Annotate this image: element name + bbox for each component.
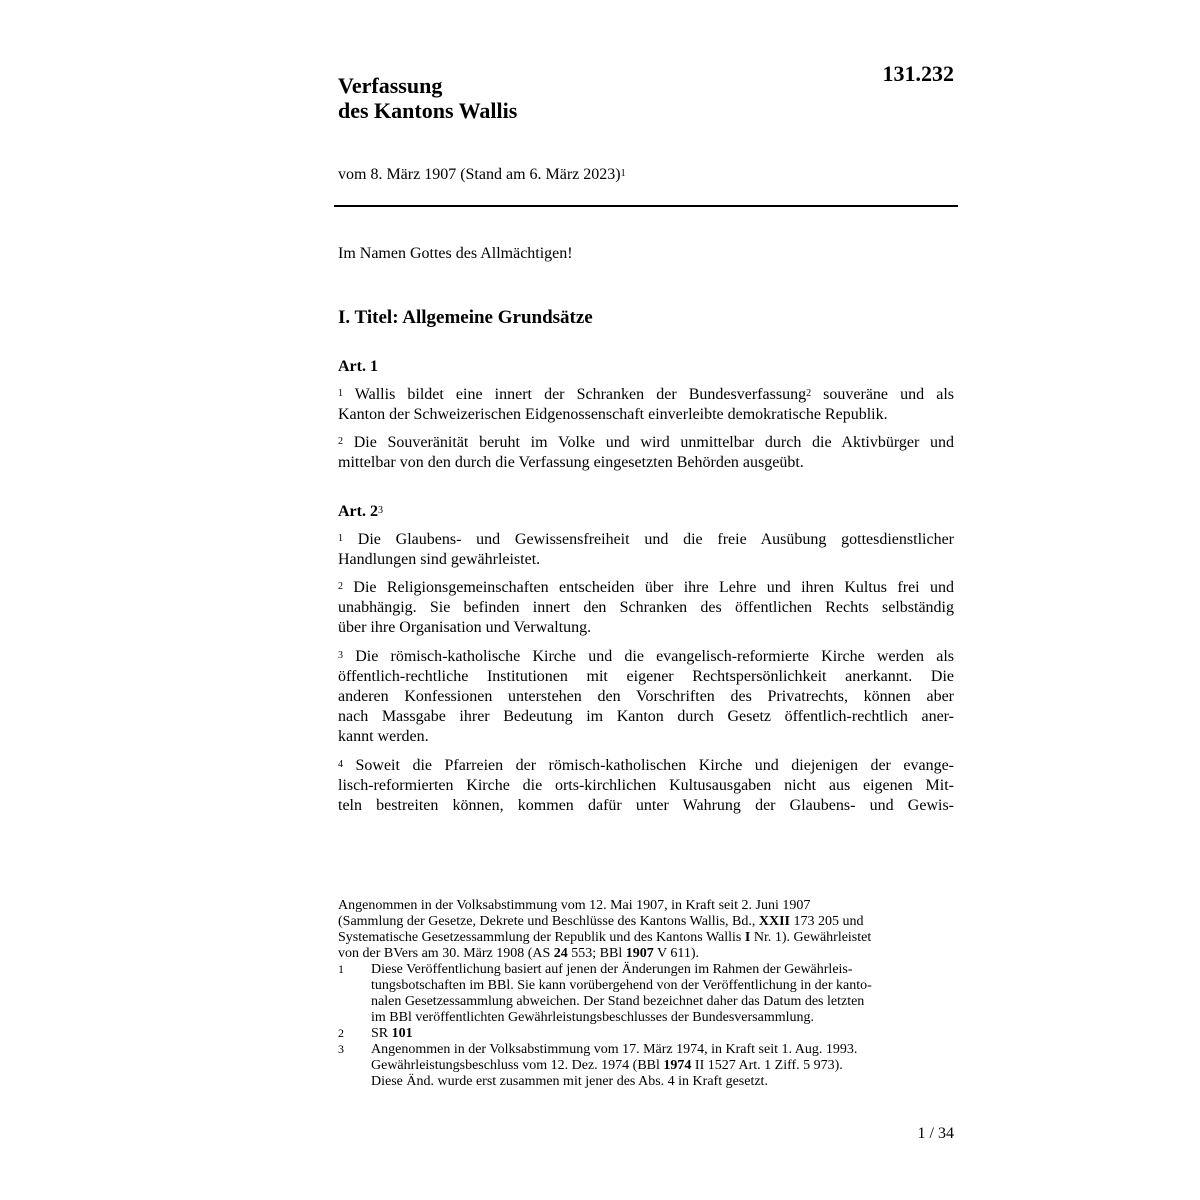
text-line	[338, 647, 954, 667]
footnotes	[338, 898, 954, 1090]
page-number: 1 / 34	[917, 1125, 954, 1142]
text-line: über ihre Organisation und Verwaltung.	[338, 619, 592, 636]
paragraph-number: 2	[338, 581, 343, 592]
text-line: teln bestreiten können, kommen dafür unter Wahrung der Glaubens- und Gewis-	[338, 797, 954, 814]
text-line: Angenommen in der Volksabstimmung vom 17. März 1974, in Kraft seit 1. Aug. 1993.	[371, 1042, 858, 1057]
footnote-body	[371, 1026, 954, 1042]
text-line: Handlungen sind gewährleistet.	[338, 551, 541, 568]
heading-text: Art. 2	[338, 503, 378, 520]
article-2-paragraph-3	[338, 647, 954, 747]
text-segment-bold: XXII	[758, 914, 790, 929]
text-line	[338, 433, 954, 453]
text-segment: Die römisch-katholische Kirche und die evangelisch-reformierte Kirche werden als	[343, 648, 954, 665]
text-line	[338, 930, 954, 946]
text-segment-bold: I	[744, 930, 751, 945]
text-line	[371, 1026, 954, 1042]
text-line: Angenommen in der Volksabstimmung vom 12. Mai 1907, in Kraft seit 2. Juni 1907	[338, 898, 811, 913]
footnote-2	[338, 1026, 954, 1042]
footnote-body	[371, 1042, 954, 1090]
text-segment: Die Religionsgemeinschaften entscheiden über ihre Lehre und ihren Kultus frei und	[343, 579, 954, 596]
title-line-2: des Kantons Wallis	[338, 98, 518, 123]
text-segment: (Sammlung der Gesetze, Dekrete und Beschlüsse des Kantons Wallis, Bd.,	[338, 914, 759, 929]
text-segment: Die Glaubens- und Gewissensfreiheit und die freie Ausübung gottesdienstlicher	[343, 531, 954, 548]
footnote-mark: 2	[338, 1026, 344, 1040]
title-line-1: Verfassung	[338, 73, 443, 98]
footnote-mark: 3	[338, 1042, 344, 1056]
footnote-ref-1[interactable]: 1	[620, 168, 626, 179]
text-segment: 173 205 und	[790, 914, 864, 929]
paragraph-number: 1	[338, 388, 343, 399]
date-text: vom 8. März 1907 (Stand am 6. März 2023)	[338, 166, 621, 183]
text-line: anderen Konfessionen unterstehen den Vorschriften des Privatrechts, können aber	[338, 688, 954, 705]
footnote-ref-2[interactable]: 2	[806, 388, 812, 399]
footnote-ref-3[interactable]: 3	[377, 505, 383, 516]
document-date	[338, 163, 626, 187]
text-segment: V 611).	[653, 946, 700, 961]
article-1-paragraph-2	[338, 433, 954, 473]
header-divider	[334, 205, 958, 207]
text-segment: II 1527 Art. 1 Ziff. 5 973).	[691, 1058, 843, 1073]
text-segment-bold: 1907	[625, 946, 654, 961]
text-line	[338, 578, 954, 598]
document-number: 131.232	[882, 61, 954, 86]
text-segment-bold: 101	[391, 1026, 413, 1041]
paragraph-number: 1	[338, 533, 343, 544]
text-segment: Nr. 1). Gewährleistet	[750, 930, 872, 945]
text-line: öffentlich-rechtliche Institutionen mit eigener Rechtspersönlichkeit anerkannt. Die	[338, 668, 954, 685]
article-1-heading: Art. 1	[338, 358, 378, 375]
article-2-paragraph-2	[338, 578, 954, 638]
text-segment: 553; BBl	[567, 946, 626, 961]
text-line	[338, 530, 954, 550]
text-line: nalen Gesetzessammlung abweichen. Der Stand bezeichnet daher das Datum des letzten	[371, 994, 865, 1009]
paragraph-number: 3	[338, 650, 343, 661]
text-segment: souveräne und als	[811, 386, 954, 403]
text-line	[338, 385, 954, 405]
document-title	[338, 73, 517, 123]
article-2-paragraph-4	[338, 756, 954, 816]
text-line: im BBl veröffentlichten Gewährleistungsbeschlusses der Bundesversammlung.	[371, 1010, 814, 1025]
text-segment: Systematische Gesetzessammlung der Republik und des Kantons Wallis	[338, 930, 745, 945]
article-2-paragraph-1	[338, 530, 954, 570]
text-line	[338, 756, 954, 776]
text-line: Diese Veröffentlichung basiert auf jenen der Änderungen im Rahmen der Gewährleis-	[371, 962, 853, 977]
text-segment: SR	[371, 1026, 392, 1041]
footnote-3	[338, 1042, 954, 1090]
footnote-1	[338, 962, 954, 1026]
text-line: Kanton der Schweizerischen Eidgenossenschaft einverleibte demokratische Republik.	[338, 406, 888, 423]
text-line	[338, 946, 954, 962]
text-segment: Gewährleistungsbeschluss vom 12. Dez. 1974 (BBl	[371, 1058, 664, 1073]
section-title: I. Titel: Allgemeine Grundsätze	[338, 307, 593, 328]
text-line	[338, 914, 954, 930]
text-segment: Soweit die Pfarreien der römisch-katholischen Kirche und diejenigen der evange-	[343, 757, 954, 774]
text-segment-bold: 1974	[663, 1058, 692, 1073]
article-1-paragraph-1	[338, 385, 954, 425]
footnote-intro	[338, 898, 954, 962]
paragraph-number: 4	[338, 759, 343, 770]
paragraph-number: 2	[338, 436, 343, 447]
text-segment-bold: 24	[553, 946, 568, 961]
text-line: lisch-reformierten Kirche die orts-kirchlichen Kultusausgaben nicht aus eigenen Mit-	[338, 777, 954, 794]
preamble: Im Namen Gottes des Allmächtigen!	[338, 245, 573, 262]
text-segment: Wallis bildet eine innert der Schranken der Bundesverfassung	[343, 386, 807, 403]
text-line: unabhängig. Sie befinden innert den Schranken des öffentlichen Rechts selbständig	[338, 599, 954, 616]
text-line: nach Massgabe ihrer Bedeutung im Kanton durch Gesetz öffentlich-rechtlich aner-	[338, 708, 954, 725]
text-line: mittelbar von den durch die Verfassung eingesetzten Behörden ausgeübt.	[338, 454, 804, 471]
footnote-mark: 1	[338, 962, 344, 976]
footnote-body	[371, 962, 954, 1026]
article-2-heading	[338, 502, 383, 522]
text-line	[371, 1058, 954, 1074]
text-segment: Die Souveränität beruht im Volke und wird unmittelbar durch die Aktivbürger und	[343, 434, 954, 451]
text-line: kannt werden.	[338, 728, 429, 745]
text-line: Diese Änd. wurde erst zusammen mit jener des Abs. 4 in Kraft gesetzt.	[371, 1074, 768, 1089]
text-line: tungsbotschaften im BBl. Sie kann vorübergehend von der Veröffentlichung in der kanto-	[371, 978, 872, 993]
text-segment: von der BVers am 30. März 1908 (AS	[338, 946, 554, 961]
